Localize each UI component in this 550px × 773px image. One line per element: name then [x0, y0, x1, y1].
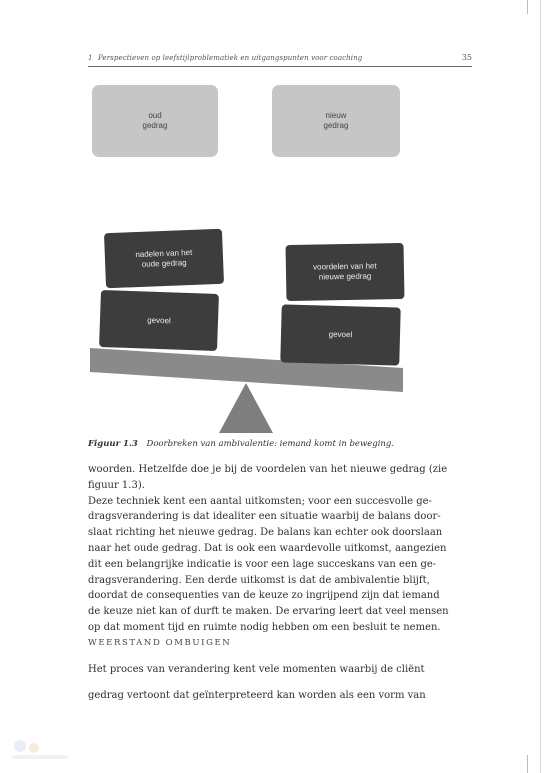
text-line: doordat de consequenties van de keuze zo ingrijpend zijn dat iemand [88, 590, 440, 602]
body-text [88, 462, 468, 636]
text-line: op dat moment tijd en ruimte nodig hebben om een besluit te nemen. [88, 621, 441, 633]
text-line: de keuze niet kan of durft te maken. De ervaring leert dat veel mensen [88, 606, 449, 618]
new-behavior-box [272, 85, 400, 157]
header-rule [88, 66, 472, 67]
chapter-title: Perspectieven op leefstijlproblematiek en uitgangspunten voor coaching [98, 54, 363, 62]
watermark-logo [10, 735, 74, 765]
page-edge [540, 0, 541, 773]
pros-new-behavior-label: voordelen van het nieuwe gedrag [313, 261, 377, 282]
section-heading: WEERSTAND OMBUIGEN [88, 638, 232, 648]
text-line: dragsverandering. Een derde uitkomst is dat de ambivalentie blijft, [88, 574, 430, 586]
old-behavior-box [92, 85, 218, 157]
chapter-number: 1 [88, 54, 93, 62]
figure-label: Figuur 1.3 [88, 439, 138, 449]
text-line: gedrag vertoont dat geïnterpreteerd kan worden als een vorm van [88, 689, 426, 701]
old-behavior-label: oud gedrag [142, 111, 168, 130]
text-line: dragsverandering is dat idealiter een situatie waarbij de balans door- [88, 511, 441, 523]
feeling-right-box [280, 304, 400, 365]
body-text-continued [88, 652, 468, 714]
figure-caption-text: Doorbreken van ambivalentie: iemand komt in beweging. [146, 439, 395, 449]
text-line: dit een belangrijke indicatie is voor een lage succeskans van een ge- [88, 558, 437, 570]
text-line: naar het oude gedrag. Dat is ook een waardevolle uitkomst, aangezien [88, 542, 447, 554]
page-number: 35 [461, 53, 472, 62]
figure-caption [88, 439, 488, 449]
cons-old-behavior-label: nadelen van het oude gedrag [135, 247, 193, 269]
feeling-left-box [99, 290, 219, 351]
balance-fulcrum [219, 383, 273, 433]
feeling-left-label: gevoel [147, 315, 171, 325]
running-head [88, 52, 472, 66]
text-line: Deze techniek kent een aantal uitkomsten; voor een succesvolle ge- [88, 495, 432, 507]
pros-new-behavior-box [286, 243, 405, 301]
page-edge [527, 0, 528, 14]
text-line: figuur 1.3). [88, 479, 145, 491]
new-behavior-label: nieuw gedrag [323, 111, 349, 130]
feeling-right-label: gevoel [328, 329, 353, 340]
text-line: woorden. Hetzelfde doe je bij de voordelen van het nieuwe gedrag (zie [88, 464, 448, 475]
text-line: Het proces van verandering kent vele momenten waarbij de cliënt [88, 664, 425, 675]
cons-old-behavior-box [104, 229, 224, 288]
page-edge [527, 755, 528, 773]
text-line: slaat richting het nieuwe gedrag. De balans kan echter ook doorslaan [88, 527, 443, 539]
